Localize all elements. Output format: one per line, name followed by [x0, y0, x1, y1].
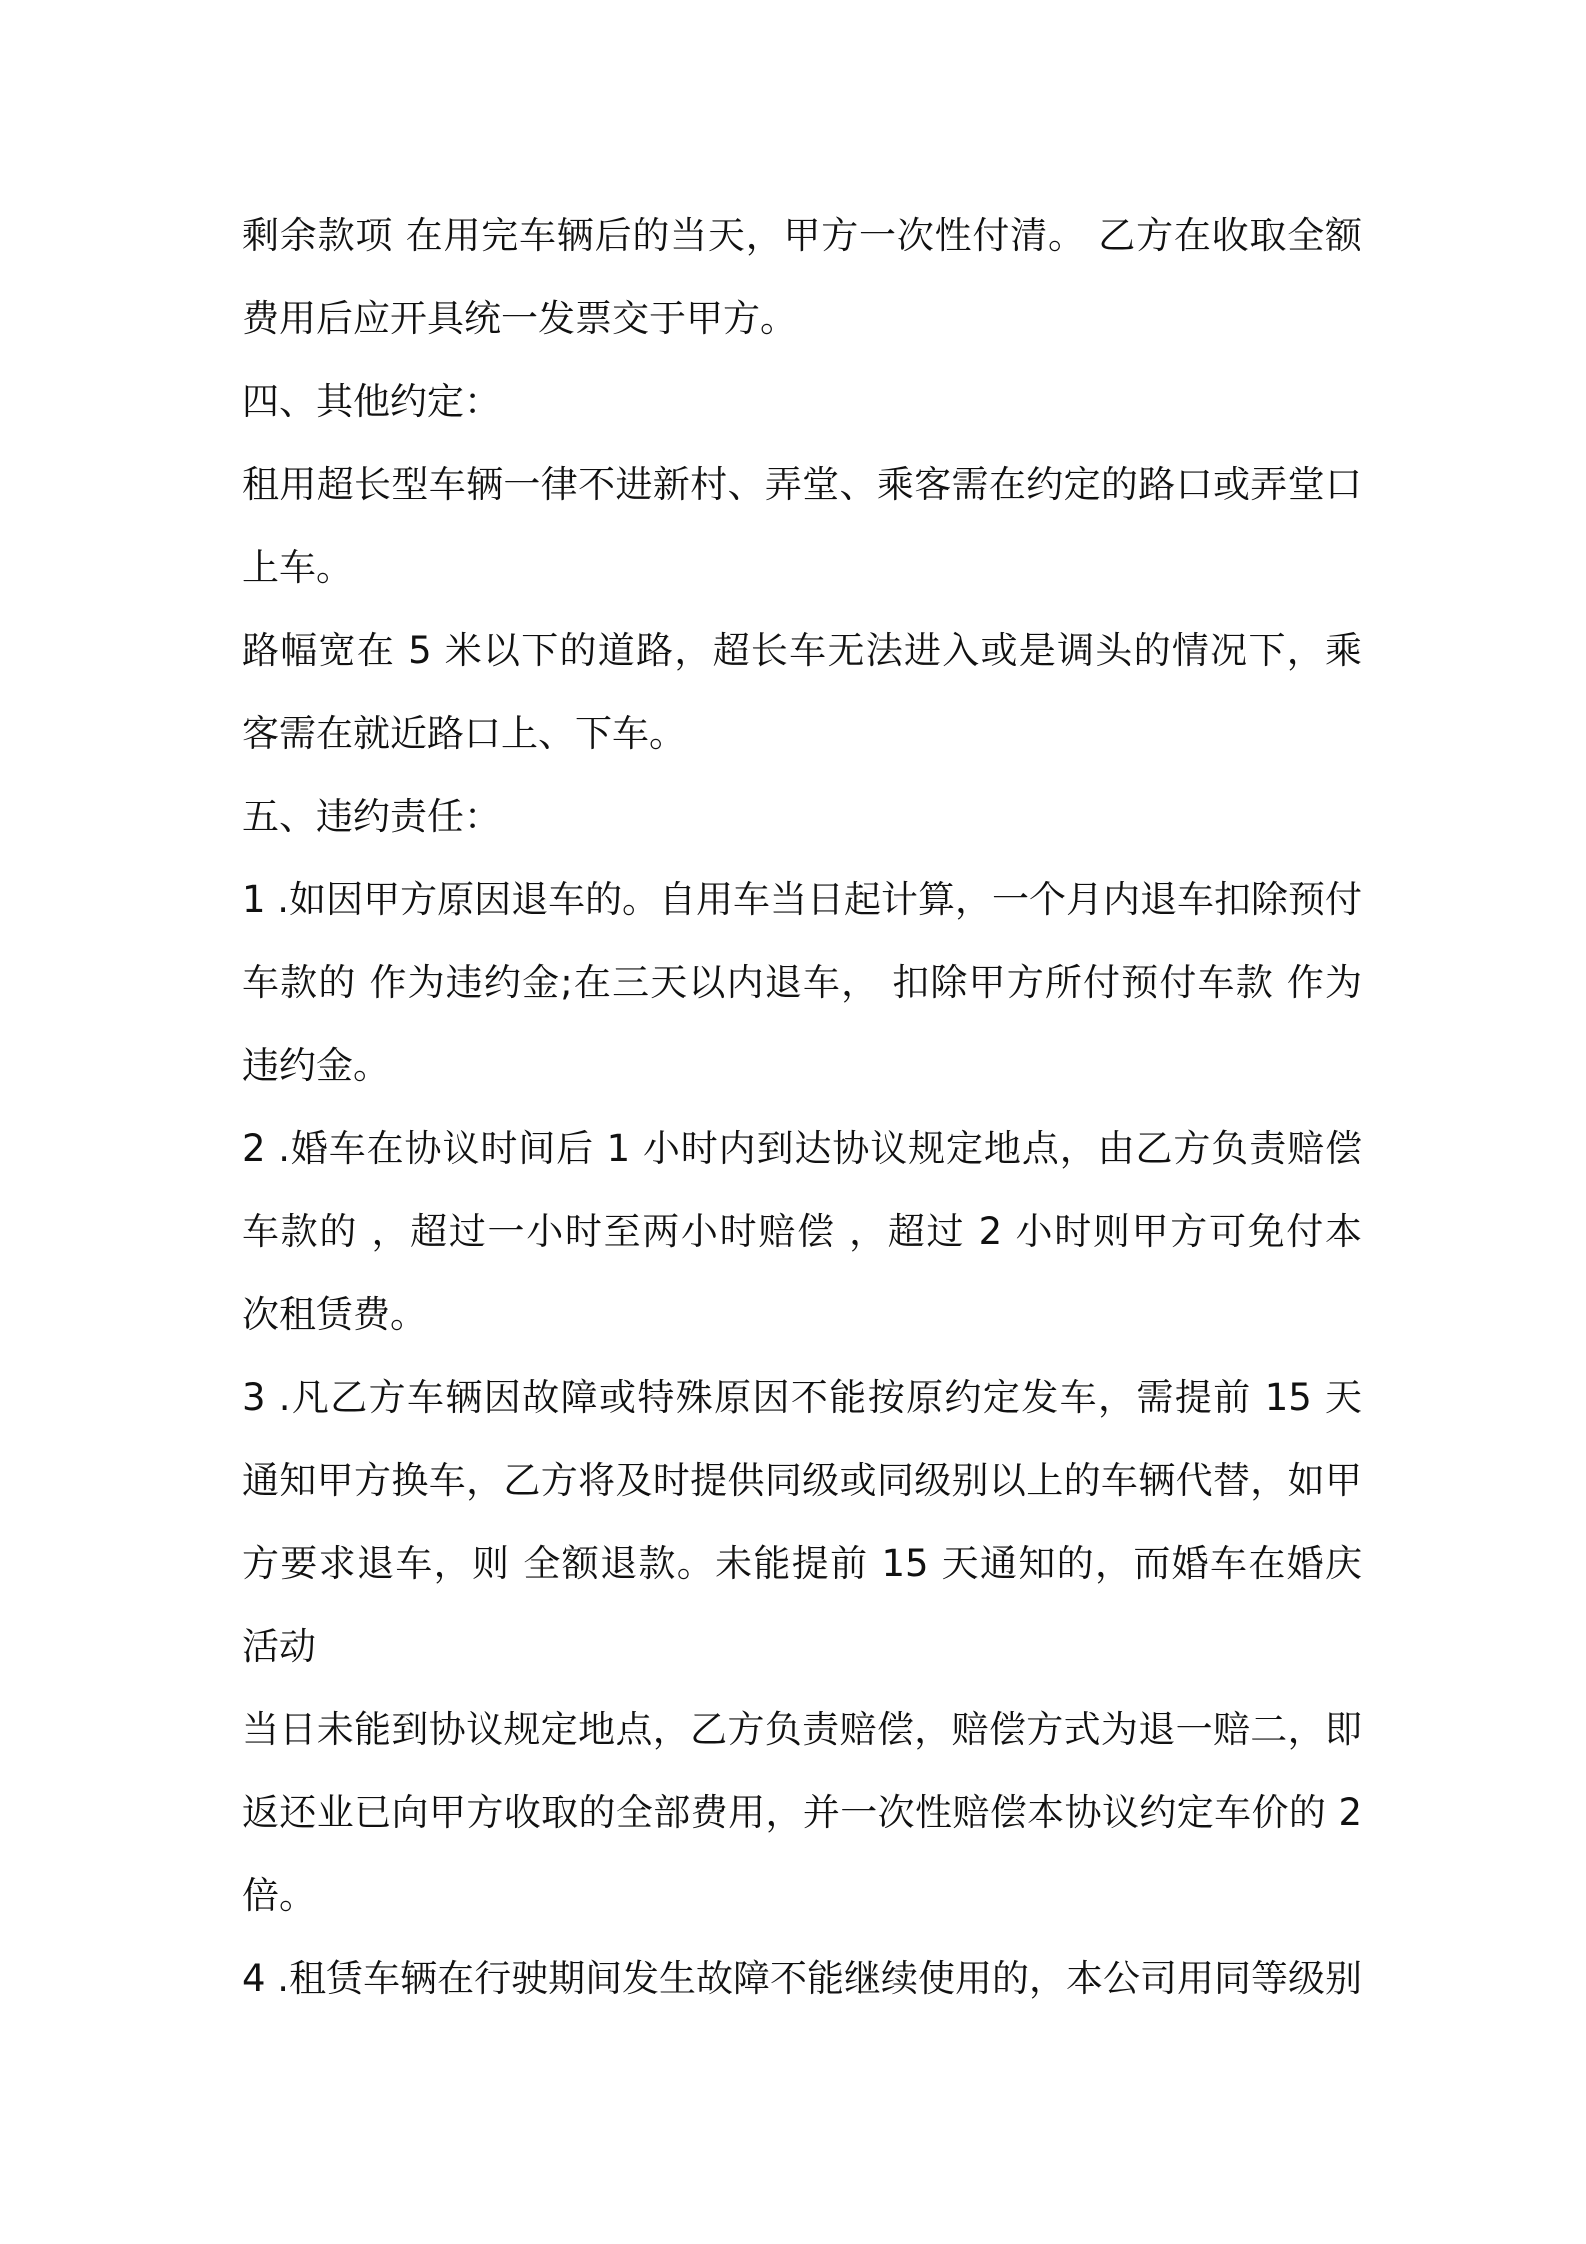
clause-line: 次租赁费。 — [242, 1293, 427, 1336]
section-heading: 五、违约责任： — [242, 795, 501, 838]
clause-line: 车款的 ，超过一小时至两小时赔偿 ，超过 2 小时则甲方可免付本 — [242, 1210, 1362, 1253]
clause-line: 倍。 — [242, 1874, 316, 1917]
document-body — [242, 194, 1362, 2020]
clause-line: 2 .婚车在协议时间后 1 小时内到达协议规定地点，由乙方负责赔偿 — [242, 1127, 1362, 1170]
paragraph-line: 租用超长型车辆一律不进新村、弄堂、乘客需在约定的路口或弄堂口 — [242, 463, 1362, 506]
paragraph-line: 客需在就近路口上、下车。 — [242, 712, 686, 755]
clause-line: 3 .凡乙方车辆因故障或特殊原因不能按原约定发车，需提前 15 天 — [242, 1376, 1362, 1419]
paragraph-line: 路幅宽在 5 米以下的道路，超长车无法进入或是调头的情况下，乘 — [242, 629, 1362, 672]
clause-line: 车款的 作为违约金;在三天以内退车， 扣除甲方所付预付车款 作为 — [242, 961, 1362, 1004]
clause-line: 通知甲方换车，乙方将及时提供同级或同级别以上的车辆代替，如甲 — [242, 1459, 1362, 1502]
section-heading: 四、其他约定： — [242, 380, 501, 423]
paragraph-line: 剩余款项 在用完车辆后的当天，甲方一次性付清。 乙方在收取全额 — [242, 214, 1362, 257]
clause-line: 违约金。 — [242, 1044, 390, 1087]
clause-line: 4 .租赁车辆在行驶期间发生故障不能继续使用的，本公司用同等级别 — [242, 1957, 1362, 2000]
clause-line: 当日未能到协议规定地点，乙方负责赔偿，赔偿方式为退一赔二，即 — [242, 1708, 1362, 1751]
paragraph-line: 上车。 — [242, 546, 353, 589]
paragraph-line: 费用后应开具统一发票交于甲方。 — [242, 297, 797, 340]
clause-line: 1 .如因甲方原因退车的。自用车当日起计算，一个月内退车扣除预付 — [242, 878, 1362, 921]
clause-line: 活动 — [242, 1625, 316, 1668]
clause-line: 方要求退车，则 全额退款。未能提前 15 天通知的，而婚车在婚庆 — [242, 1542, 1362, 1585]
clause-line: 返还业已向甲方收取的全部费用，并一次性赔偿本协议约定车价的 2 — [242, 1791, 1362, 1834]
